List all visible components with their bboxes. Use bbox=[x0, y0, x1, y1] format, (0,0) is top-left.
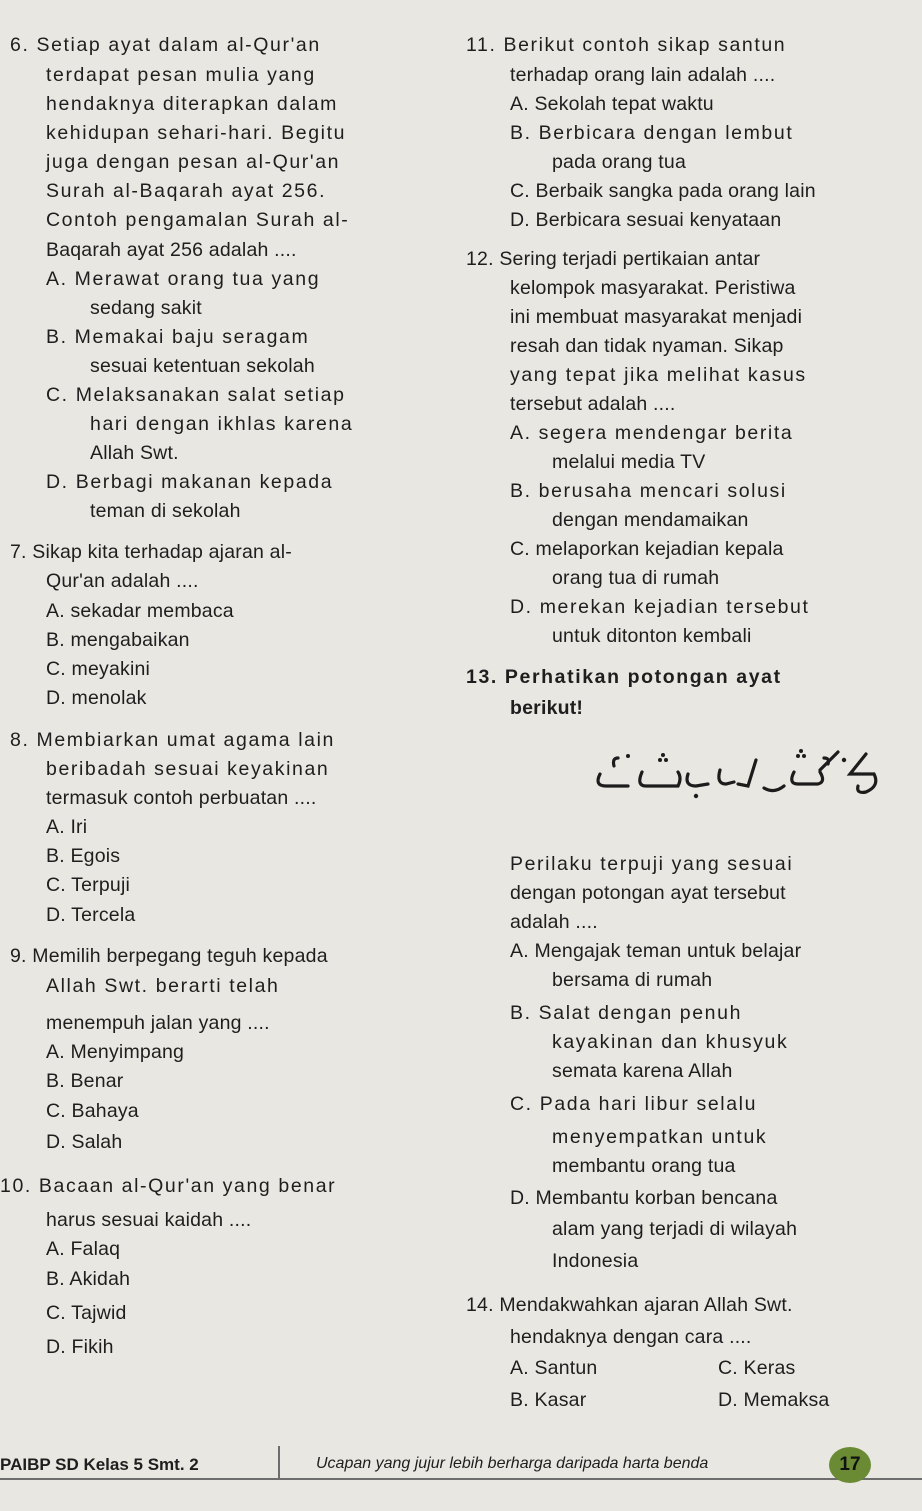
left-text-line: termasuk contoh perbuatan .... bbox=[46, 787, 317, 809]
left-text-line: 6. Setiap ayat dalam al-Qur'an bbox=[10, 34, 321, 56]
right-text-line: dengan potongan ayat tersebut bbox=[510, 882, 786, 904]
footer-separator bbox=[278, 1446, 280, 1480]
left-text-line: beribadah sesuai keyakinan bbox=[46, 758, 330, 780]
right-text-line: D. Berbicara sesuai kenyataan bbox=[510, 209, 782, 231]
left-text-line: D. Berbagi makanan kepada bbox=[46, 471, 334, 493]
right-text-line: pada orang tua bbox=[552, 151, 686, 173]
right-text-line: A. Mengajak teman untuk belajar bbox=[510, 940, 802, 962]
left-text-line: Qur'an adalah .... bbox=[46, 570, 199, 592]
right-text-line: menyempatkan untuk bbox=[552, 1126, 768, 1148]
right-text-line: resah dan tidak nyaman. Sikap bbox=[510, 335, 784, 357]
left-text-line: A. Merawat orang tua yang bbox=[46, 268, 321, 290]
left-text-line: C. Terpuji bbox=[46, 874, 131, 896]
left-text-line: C. Melaksanakan salat setiap bbox=[46, 384, 346, 406]
footer-book-title: PAIBP SD Kelas 5 Smt. 2 bbox=[0, 1455, 199, 1474]
left-text-line: D. menolak bbox=[46, 687, 147, 709]
left-text-line: hendaknya diterapkan dalam bbox=[46, 93, 339, 115]
right-text-line: B. Kasar bbox=[510, 1389, 587, 1411]
right-text-line: alam yang terjadi di wilayah bbox=[552, 1218, 798, 1240]
left-text-line: B. Egois bbox=[46, 845, 121, 867]
left-text-line: 9. Memilih berpegang teguh kepada bbox=[10, 945, 328, 967]
left-text-line: B. mengabaikan bbox=[46, 629, 190, 651]
footer-divider bbox=[0, 1478, 922, 1480]
right-text-line: 13. Perhatikan potongan ayat bbox=[466, 666, 782, 688]
right-text-line: C. melaporkan kejadian kepala bbox=[510, 538, 784, 560]
left-text-line: Allah Swt. berarti telah bbox=[46, 975, 280, 997]
right-text-line: 14. Mendakwahkan ajaran Allah Swt. bbox=[466, 1294, 793, 1316]
right-text-line: ini membuat masyarakat menjadi bbox=[510, 306, 803, 328]
left-text-line: A. Iri bbox=[46, 816, 88, 838]
left-text-line: 8. Membiarkan umat agama lain bbox=[10, 729, 335, 751]
left-text-line: teman di sekolah bbox=[90, 500, 241, 522]
left-text-line: juga dengan pesan al-Qur'an bbox=[46, 151, 341, 173]
right-text-line: terhadap orang lain adalah .... bbox=[510, 64, 776, 86]
right-text-line: B. berusaha mencari solusi bbox=[510, 480, 787, 502]
right-text-line: A. Santun bbox=[510, 1357, 598, 1379]
left-text-line: 10. Bacaan al-Qur'an yang benar bbox=[0, 1175, 337, 1197]
left-text-line: C. meyakini bbox=[46, 658, 151, 680]
right-text-line: semata karena Allah bbox=[552, 1060, 733, 1082]
right-text-line: D. Memaksa bbox=[718, 1389, 830, 1411]
left-text-line: C. Tajwid bbox=[46, 1302, 127, 1324]
left-text-line: D. Fikih bbox=[46, 1336, 114, 1358]
left-text-line: menempuh jalan yang .... bbox=[46, 1012, 270, 1034]
right-text-line: adalah .... bbox=[510, 911, 598, 933]
right-text-line: orang tua di rumah bbox=[552, 567, 720, 589]
left-text-line: Surah al-Baqarah ayat 256. bbox=[46, 180, 327, 202]
right-text-line: D. merekan kejadian tersebut bbox=[510, 596, 810, 618]
right-text-line: D. Membantu korban bencana bbox=[510, 1187, 778, 1209]
right-text-line: C. Keras bbox=[718, 1357, 796, 1379]
right-text-line: 11. Berikut contoh sikap santun bbox=[466, 34, 787, 56]
left-text-line: kehidupan sehari-hari. Begitu bbox=[46, 122, 347, 144]
right-text-line: B. Salat dengan penuh bbox=[510, 1002, 743, 1024]
right-text-line: 12. Sering terjadi pertikaian antar bbox=[466, 248, 761, 270]
right-text-line: Indonesia bbox=[552, 1250, 639, 1272]
right-text-line: C. Berbaik sangka pada orang lain bbox=[510, 180, 816, 202]
right-text-line: B. Berbicara dengan lembut bbox=[510, 122, 794, 144]
right-text-line: dengan mendamaikan bbox=[552, 509, 749, 531]
left-text-line: sedang sakit bbox=[90, 297, 202, 319]
left-text-line: terdapat pesan mulia yang bbox=[46, 64, 316, 86]
arabic-verse-image bbox=[588, 744, 888, 804]
left-text-line: sesuai ketentuan sekolah bbox=[90, 355, 315, 377]
right-text-line: bersama di rumah bbox=[552, 969, 713, 991]
right-text-line: kelompok masyarakat. Peristiwa bbox=[510, 277, 796, 299]
right-text-line: Perilaku terpuji yang sesuai bbox=[510, 853, 794, 875]
left-text-line: B. Akidah bbox=[46, 1268, 131, 1290]
left-text-line: hari dengan ikhlas karena bbox=[90, 413, 354, 435]
left-text-line: A. Menyimpang bbox=[46, 1041, 185, 1063]
left-text-line: A. sekadar membaca bbox=[46, 600, 234, 622]
right-text-line: kayakinan dan khusyuk bbox=[552, 1031, 789, 1053]
left-text-line: D. Salah bbox=[46, 1131, 123, 1153]
left-text-line: 7. Sikap kita terhadap ajaran al- bbox=[10, 541, 292, 563]
right-text-line: yang tepat jika melihat kasus bbox=[510, 364, 807, 386]
right-text-line: melalui media TV bbox=[552, 451, 706, 473]
left-text-line: harus sesuai kaidah .... bbox=[46, 1209, 252, 1231]
right-text-line: tersebut adalah .... bbox=[510, 393, 676, 415]
right-text-line: untuk ditonton kembali bbox=[552, 625, 752, 647]
page-number-badge: 17 bbox=[829, 1447, 871, 1483]
left-text-line: B. Benar bbox=[46, 1070, 124, 1092]
left-text-line: Baqarah ayat 256 adalah .... bbox=[46, 239, 297, 261]
right-text-line: A. Sekolah tepat waktu bbox=[510, 93, 714, 115]
right-text-line: A. segera mendengar berita bbox=[510, 422, 794, 444]
left-text-line: C. Bahaya bbox=[46, 1100, 139, 1122]
left-text-line: A. Falaq bbox=[46, 1238, 121, 1260]
right-text-line: berikut! bbox=[510, 697, 584, 719]
left-text-line: B. Memakai baju seragam bbox=[46, 326, 310, 348]
right-text-line: C. Pada hari libur selalu bbox=[510, 1093, 758, 1115]
right-text-line: hendaknya dengan cara .... bbox=[510, 1326, 752, 1348]
left-text-line: D. Tercela bbox=[46, 904, 136, 926]
left-text-line: Contoh pengamalan Surah al- bbox=[46, 209, 350, 231]
right-text-line: membantu orang tua bbox=[552, 1155, 736, 1177]
left-text-line: Allah Swt. bbox=[90, 442, 179, 464]
footer-quote: Ucapan yang jujur lebih berharga daripada harta benda bbox=[316, 1455, 709, 1472]
